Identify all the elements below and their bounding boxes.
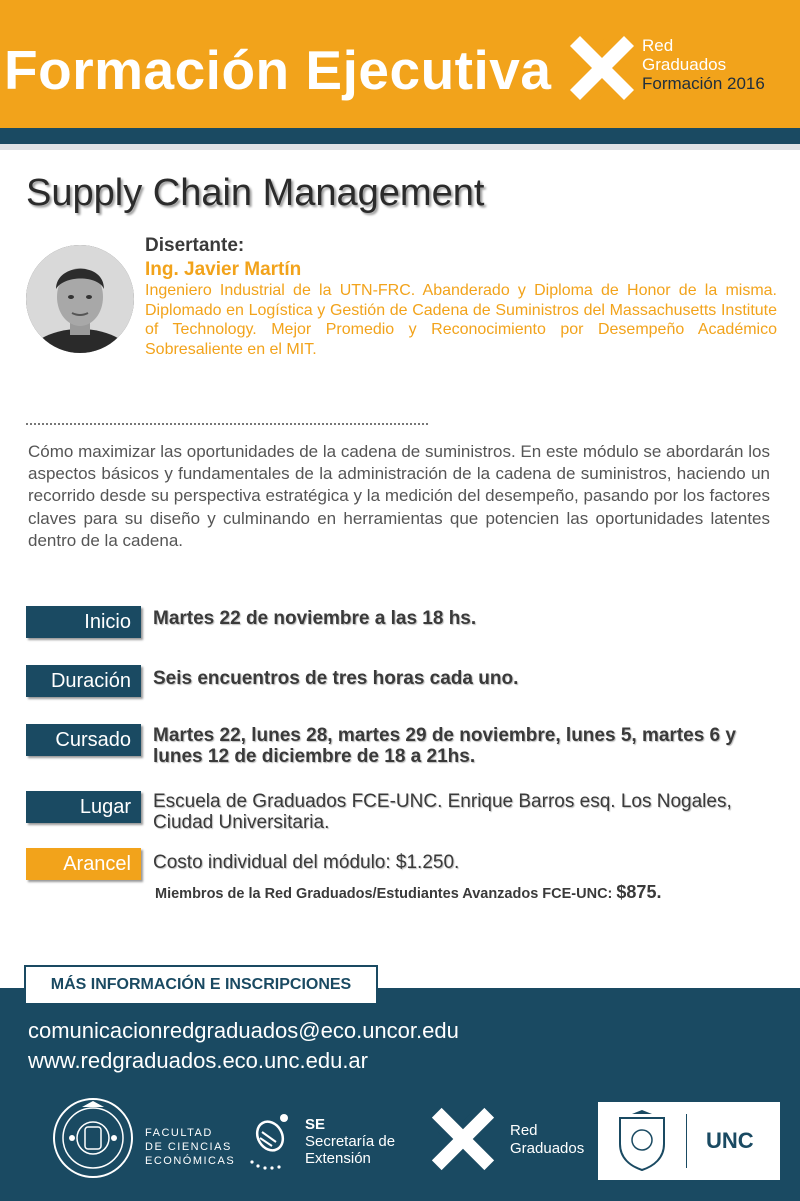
speaker-name: Ing. Javier Martín: [145, 259, 302, 280]
unc-shield-icon: [614, 1110, 670, 1172]
value-arancel: Costo individual del módulo: $1.250.: [153, 852, 460, 873]
course-description: Cómo maximizar las oportunidades de la cadena de suministros. En este módulo se abordarán los aspectos básicos y fundamentales de la administración de la cadena de suministros, haciendo un recorrido desde su perspectiva estratégica y la medición del desempeño, pasando por los factores claves para su diseño y culminando en herramientas que potencien las oportunidades latentes dentro de la cadena.: [28, 442, 770, 550]
speaker-label: Disertante:: [145, 235, 245, 256]
unc-separator: [686, 1114, 687, 1168]
info-heading: MÁS INFORMACIÓN E INSCRIPCIONES: [24, 965, 378, 1005]
fce-line2: DE CIENCIAS: [145, 1141, 232, 1153]
contact-email[interactable]: comunicacionredgraduados@eco.uncor.edu: [28, 1018, 459, 1043]
network-year: Formación 2016: [642, 74, 765, 93]
se-short: SE: [305, 1116, 326, 1133]
header-shadow-band: [0, 144, 800, 150]
red-graduados-wordmark: [642, 36, 765, 93]
website-link[interactable]: www.redgraduados.eco.unc.edu.ar: [28, 1048, 368, 1073]
extension-wordmark: [305, 1116, 395, 1167]
value-lugar: Escuela de Graduados FCE-UNC. Enrique Barros esq. Los Nogales, Ciudad Universitaria.: [153, 791, 732, 833]
red-graduados-footer-icon: [428, 1104, 498, 1174]
header-band: [0, 128, 800, 144]
fce-line1: FACULTAD: [145, 1127, 213, 1139]
red-line2: Graduados: [510, 1140, 585, 1157]
red-graduados-logo-icon: [566, 32, 638, 104]
value-inicio: Martes 22 de noviembre a las 18 hs.: [153, 608, 477, 629]
speaker-photo: [26, 245, 134, 353]
se-line2: Extensión: [305, 1150, 371, 1167]
value-cursado: Martes 22, lunes 28, martes 29 de noviembre, lunes 5, martes 6 y lunes 12 de diciembre de 18 a 21hs.: [153, 725, 736, 767]
header-title: Formación Ejecutiva: [4, 39, 552, 101]
se-line1: Secretaría de: [305, 1133, 396, 1150]
network-line1: Red: [642, 36, 674, 55]
speaker-bio: Ingeniero Industrial de la UTN-FRC. Abanderado y Diploma de Honor de la misma. Diplomado en Logística y Gestión de Cadena de Suministros del Massachusetts Institute of Technology. Mejor Promedio y Reconocimiento por Desempeño Académico Sobresaliente en el MIT.: [145, 282, 777, 358]
label-cursado: Cursado: [26, 724, 141, 756]
extension-bee-icon: [246, 1110, 298, 1172]
label-inicio: Inicio: [26, 606, 141, 638]
course-title: Supply Chain Management: [26, 172, 485, 214]
red-line1: Red: [510, 1122, 538, 1139]
members-text: Miembros de la Red Graduados/Estudiantes Avanzados FCE-UNC:: [155, 886, 613, 902]
network-line2: Graduados: [642, 55, 727, 74]
dotted-divider: [26, 423, 428, 425]
header-banner: [0, 0, 800, 128]
label-arancel: Arancel: [26, 848, 141, 880]
members-price-line: [155, 882, 661, 903]
unc-logo: [598, 1102, 780, 1180]
unc-wordmark: UNC: [706, 1128, 754, 1153]
fce-line3: ECONÓMICAS: [145, 1155, 236, 1167]
label-duracion: Duración: [26, 665, 141, 697]
fce-wordmark: [145, 1126, 235, 1168]
fce-seal-icon: [52, 1097, 134, 1179]
label-lugar: Lugar: [26, 791, 141, 823]
value-duracion: Seis encuentros de tres horas cada uno.: [153, 668, 519, 689]
members-price: $875.: [616, 882, 662, 902]
red-graduados-footer-wordmark: [510, 1122, 584, 1158]
